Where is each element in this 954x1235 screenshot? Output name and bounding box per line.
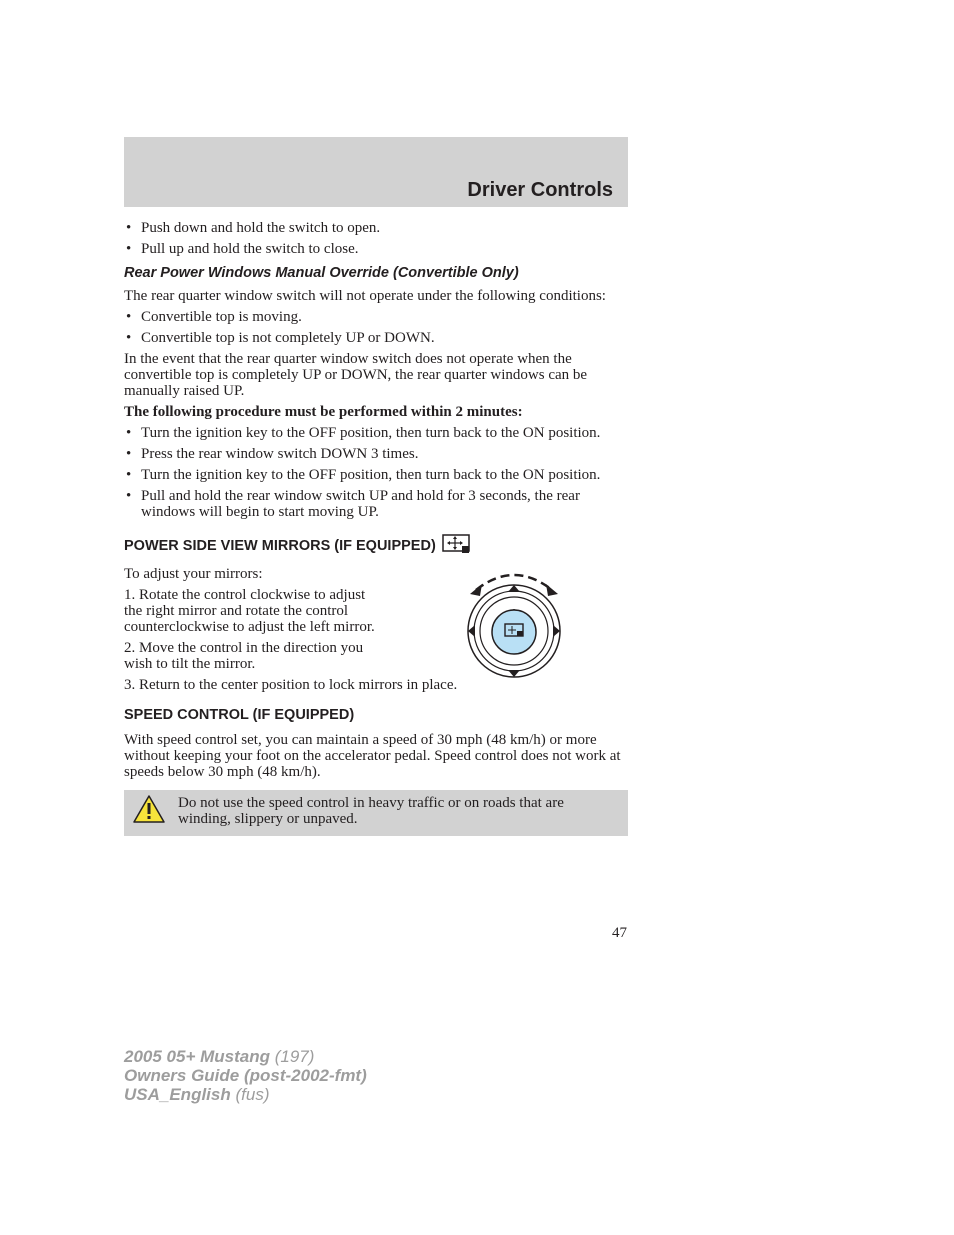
list-item: • Pull up and hold the switch to close. (124, 241, 628, 257)
list-item: • Pull and hold the rear window switch UP and hold for 3 seconds, the rear windows will begin to start moving UP. (124, 488, 628, 520)
mirror-control-diagram (464, 566, 564, 687)
footer-line-1 (124, 1047, 367, 1066)
list-item: • Push down and hold the switch to open. (124, 220, 628, 236)
warning-box (124, 790, 628, 837)
footer-line-2 (124, 1066, 367, 1085)
mirrors-heading-text: POWER SIDE VIEW MIRRORS (IF EQUIPPED) (124, 537, 436, 554)
footer-language-code: (fus) (235, 1085, 270, 1104)
list-item: • Convertible top is moving. (124, 309, 628, 325)
speed-control-body: With speed control set, you can maintain a speed of 30 mph (48 km/h) or more without keeping your foot on the accelerator pedal. Speed control does not work at speeds below 30 mph (48 km/h). (124, 731, 621, 780)
header-band (124, 137, 628, 207)
footer-line-3 (124, 1085, 367, 1104)
mirror-adjust-icon (442, 534, 472, 559)
footer-model: 2005 05+ Mustang (124, 1047, 270, 1066)
override-heading: Rear Power Windows Manual Override (Convertible Only) (124, 265, 519, 281)
mirrors-heading (124, 534, 628, 559)
list-item: • Convertible top is not completely UP or DOWN. (124, 330, 628, 346)
list-item: • Turn the ignition key to the OFF position, then turn back to the ON position. (124, 425, 628, 441)
page-content (124, 220, 628, 836)
warning-triangle-icon (132, 794, 166, 829)
speed-control-heading: SPEED CONTROL (IF EQUIPPED) (124, 707, 355, 723)
mirror-instructions (124, 566, 628, 693)
footer-model-code: (197) (274, 1047, 315, 1066)
list-item: • Turn the ignition key to the OFF position, then turn back to the ON position. (124, 467, 628, 483)
override-intro: The rear quarter window switch will not operate under the following conditions: (124, 287, 606, 304)
footer-language: USA_English (124, 1085, 231, 1104)
override-event: In the event that the rear quarter window switch does not operate when the convertible top is completely UP or DOWN, the rear quarter windows can be manually raised UP. (124, 350, 588, 399)
procedure-heading: The following procedure must be performed within 2 minutes: (124, 403, 523, 420)
mirrors-step-1: 1. Rotate the control clockwise to adjust the right mirror and rotate the control counterclockwise to adjust the left mirror. (124, 587, 375, 635)
page-title: Driver Controls (467, 179, 613, 201)
list-item: • Press the rear window switch DOWN 3 times. (124, 446, 628, 462)
warning-text: Do not use the speed control in heavy traffic or on roads that are winding, slippery or unpaved. (178, 794, 564, 827)
page-number: 47 (612, 925, 627, 941)
document-footer (124, 1047, 367, 1104)
mirrors-step-2: 2. Move the control in the direction you wish to tilt the mirror. (124, 640, 364, 672)
mirrors-step-3: 3. Return to the center position to lock mirrors in place. (124, 677, 458, 693)
mirrors-intro: To adjust your mirrors: (124, 566, 263, 582)
footer-guide: Owners Guide (post-2002-fmt) (124, 1066, 367, 1085)
